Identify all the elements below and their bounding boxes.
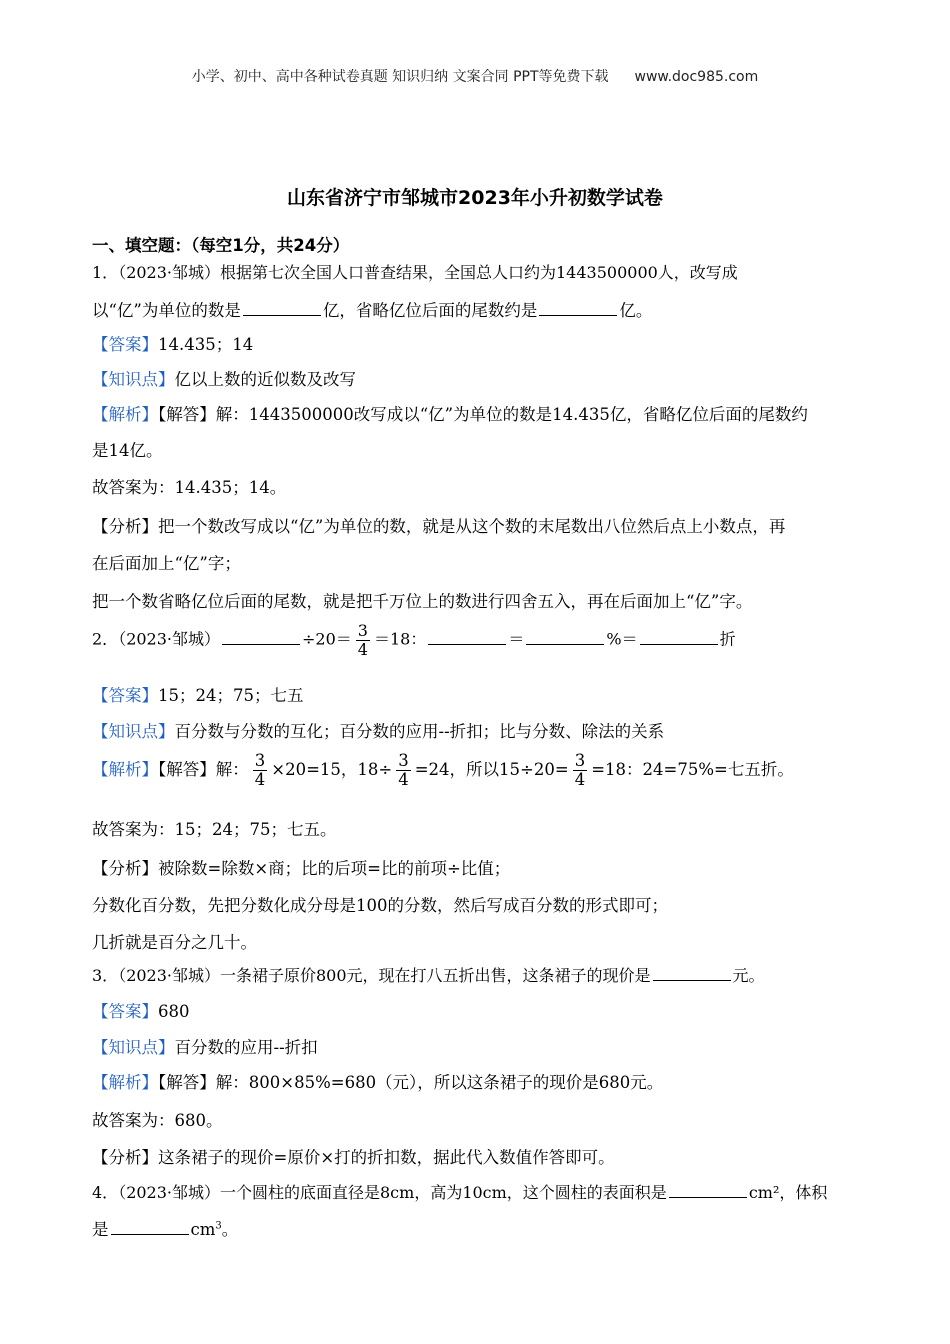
answer-blank[interactable] [526, 643, 604, 645]
answer-blank[interactable] [428, 643, 506, 645]
answer-blank[interactable] [640, 643, 718, 645]
header-url[interactable]: www.doc985.com [634, 69, 759, 85]
answer-blank[interactable] [111, 1233, 189, 1235]
answer-blank[interactable] [539, 314, 617, 316]
fraction: $\frac{3}{4}$ [254, 751, 266, 790]
q4-line2: 是 $cm^3$。 [92, 1220, 239, 1239]
answer-blank[interactable] [669, 1196, 747, 1198]
q2-knowledge: 【知识点】百分数与分数的互化；百分数的应用--折扣；比与分数、除法的关系 [92, 722, 665, 741]
page-header [0, 66, 950, 86]
q2-solution: 【解析】【解答】解： $\frac{3}{4}$ ×20=15，18÷ $\frac{3}{4}$ =24，所以15÷20= $\frac{3}{4}$ =18：24=75%=七五折。 [92, 751, 794, 790]
q3-solution: 【解析】【解答】解：800×85%=680（元），所以这条裙子的现价是680元。 [92, 1073, 664, 1092]
answer-blank[interactable] [653, 979, 731, 981]
q1-line1: 1．（2023·邹城）根据第七次全国人口普查结果，全国总人口约为1443500000人，改写成 [92, 263, 738, 282]
q3-knowledge: 【知识点】百分数的应用--折扣 [92, 1038, 318, 1057]
q2-analysis-line1: 【分析】被除数=除数×商；比的后项=比的前项÷比值； [92, 859, 511, 878]
answer-blank[interactable] [222, 643, 300, 645]
q1-solution-line1: 【解析】【解答】解：1443500000改写成以“亿”为单位的数是14.435亿，省略亿位后面的尾数约 [92, 405, 808, 424]
header-text: 小学、初中、高中各种试卷真题 知识归纳 文案合同 PPT等免费下载 [191, 69, 609, 85]
q2-analysis-line3: 几折就是百分之几十。 [92, 933, 257, 952]
answer-blank[interactable] [243, 314, 321, 316]
fraction: $\frac{3}{4}$ [574, 751, 586, 790]
q1-line2: 以“亿”为单位的数是 亿，省略亿位后面的尾数约是 亿。 [92, 301, 653, 320]
q1-analysis-line2: 在后面加上“亿”字； [92, 554, 241, 573]
q2-analysis-line2: 分数化百分数，先把分数化成分母是100的分数，然后写成百分数的形式即可； [92, 896, 668, 915]
q1-analysis-line1: 【分析】把一个数改写成以“亿”为单位的数，就是从这个数的末尾数出八位然后点上小数点，再 [92, 517, 786, 536]
q3-answer: 【答案】680 [92, 1002, 190, 1021]
q1-solution-line2: 是14亿。 [92, 441, 163, 460]
q3-final: 故答案为：680。 [92, 1111, 223, 1130]
q2-final: 故答案为：15；24；75；七五。 [92, 820, 337, 839]
q2-line1: 2．（2023·邹城） ÷20＝ $\frac{3}{4}$ ＝18： ＝ %＝ 折 [92, 621, 736, 659]
section-heading: 一、填空题：（每空1分，共24分） [92, 236, 350, 255]
q4-line1: 4．（2023·邹城）一个圆柱的底面直径是8cm，高为10cm，这个圆柱的表面积是 cm²，体积 [92, 1183, 828, 1202]
q1-final: 故答案为：14.435；14。 [92, 478, 287, 497]
fraction: $\frac{3}{4}$ [398, 751, 409, 790]
q1-analysis-line3: 把一个数省略亿位后面的尾数，就是把千万位上的数进行四舍五入，再在后面加上“亿”字。 [92, 592, 753, 611]
q1-knowledge: 【知识点】亿以上数的近似数及改写 [92, 370, 356, 389]
q1-answer: 【答案】14.435；14 [92, 335, 254, 354]
q3-line1: 3．（2023·邹城）一条裙子原价800元，现在打八五折出售，这条裙子的现价是 元。 [92, 966, 765, 985]
q3-analysis: 【分析】这条裙子的现价=原价×打的折扣数，据此代入数值作答即可。 [92, 1148, 615, 1167]
page-title: 山东省济宁市邹城市2023年小升初数学试卷 [287, 187, 663, 209]
fraction: $\frac{3}{4}$ [357, 621, 368, 659]
q2-answer: 【答案】15；24；75；七五 [92, 686, 304, 705]
